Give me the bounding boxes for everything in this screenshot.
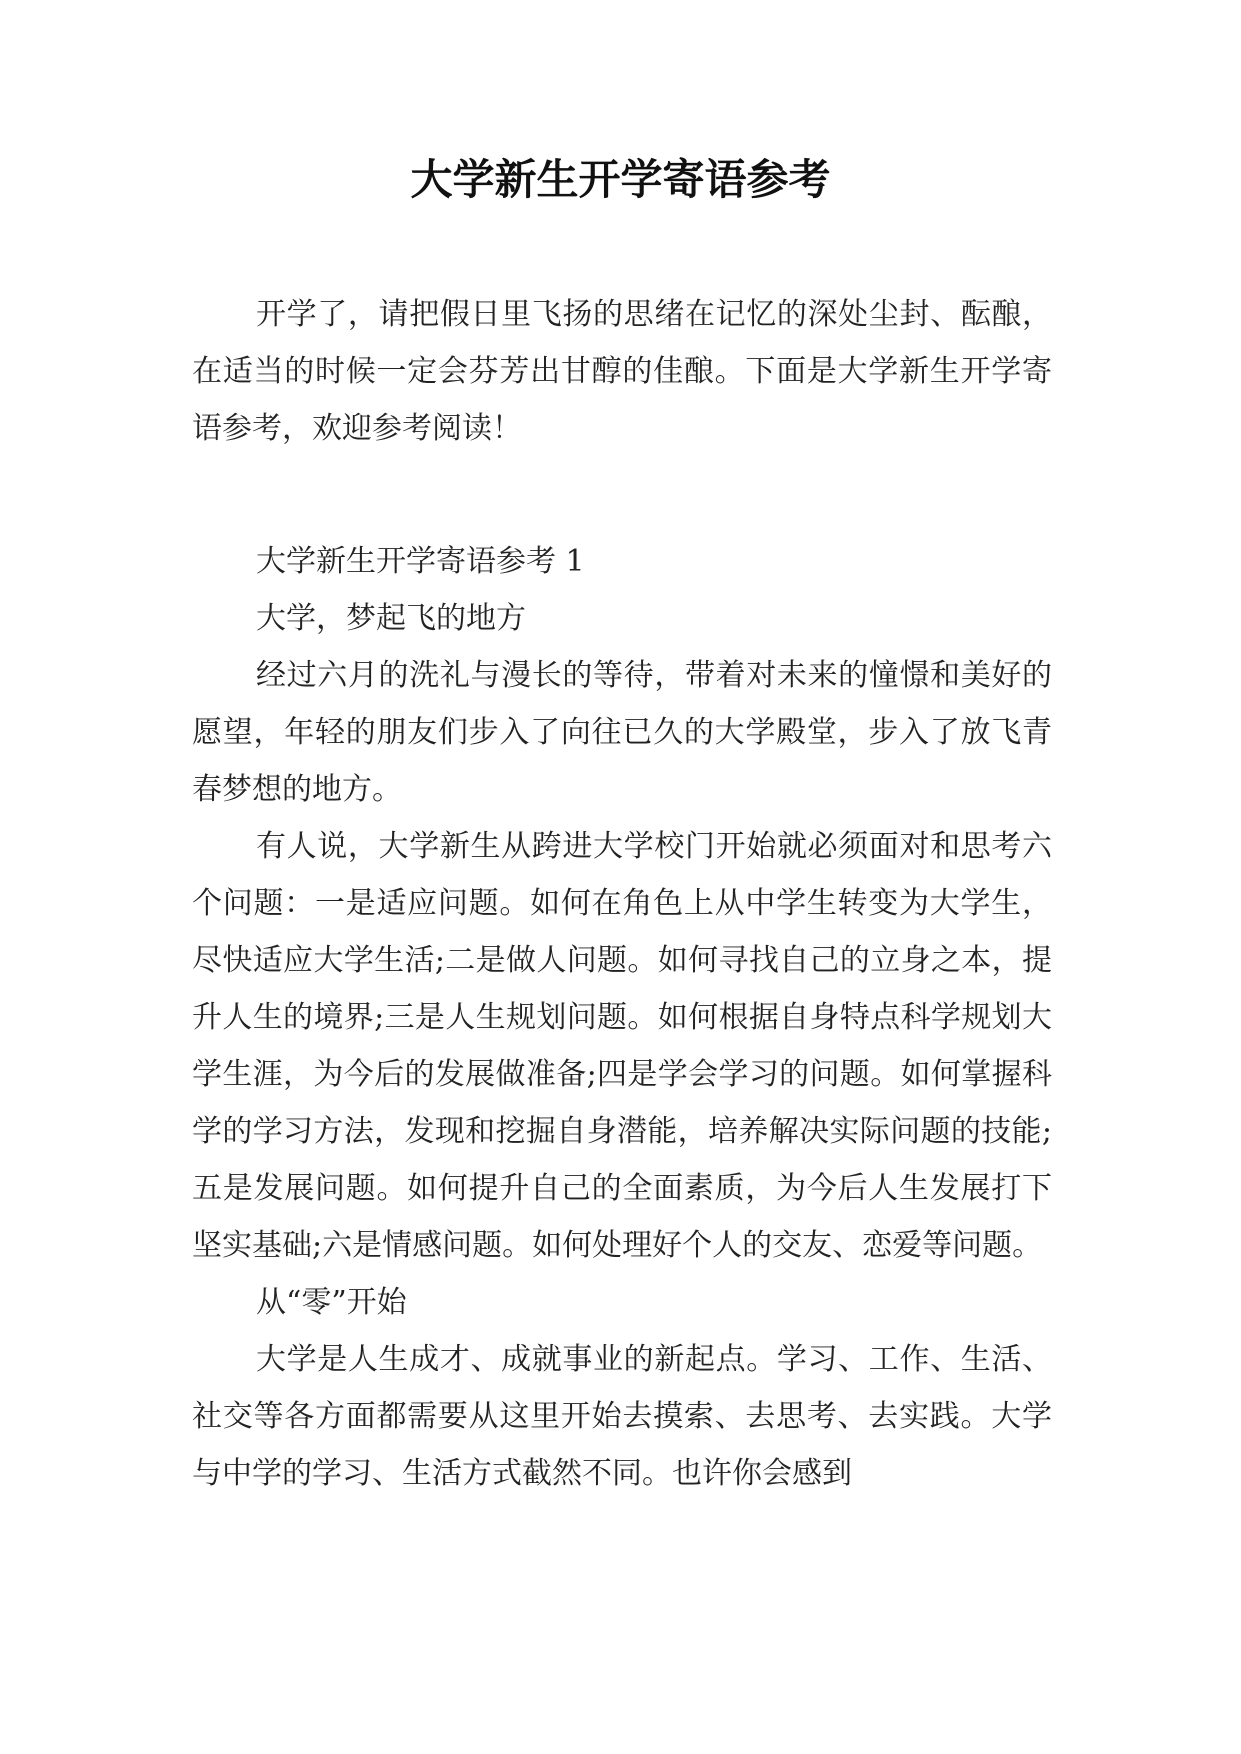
document-body bbox=[192, 286, 1052, 1502]
subheading-from-zero: 从“零”开始 bbox=[256, 1285, 407, 1320]
paragraph-june: 经过六月的洗礼与漫长的等待，带着对未来的憧憬和美好的愿望，年轻的朋友们步入了向往已久的大学殿堂，步入了放飞青春梦想的地方。 bbox=[192, 658, 1052, 807]
subheading-dream: 大学，梦起飞的地方 bbox=[256, 601, 526, 636]
intro-paragraph: 开学了，请把假日里飞扬的思绪在记忆的深处尘封、酝酿，在适当的时候一定会芬芳出甘醇的佳酿。下面是大学新生开学寄语参考，欢迎参考阅读！ bbox=[192, 297, 1052, 446]
paragraph-six-questions: 有人说，大学新生从跨进大学校门开始就必须面对和思考六个问题：一是适应问题。如何在角色上从中学生转变为大学生，尽快适应大学生活;二是做人问题。如何寻找自己的立身之本，提升人生的境界;三是人生规划问题。如何根据自身特点科学规划大学生涯，为今后的发展做准备;四是学会学习的问题。如何掌握科学的学习方法，发现和挖掘自身潜能，培养解决实际问题的技能;五是发展问题。如何提升自己的全面素质，为今后人生发展打下坚实基础;六是情感问题。如何处理好个人的交友、恋爱等问题。 bbox=[192, 829, 1052, 1263]
section-heading: 大学新生开学寄语参考 1 bbox=[256, 544, 585, 579]
document-title: 大学新生开学寄语参考 bbox=[410, 155, 831, 204]
paragraph-new-start: 大学是人生成才、成就事业的新起点。学习、工作、生活、社交等各方面都需要从这里开始去摸索、去思考、去实践。大学与中学的学习、生活方式截然不同。也许你会感到 bbox=[192, 1342, 1052, 1491]
